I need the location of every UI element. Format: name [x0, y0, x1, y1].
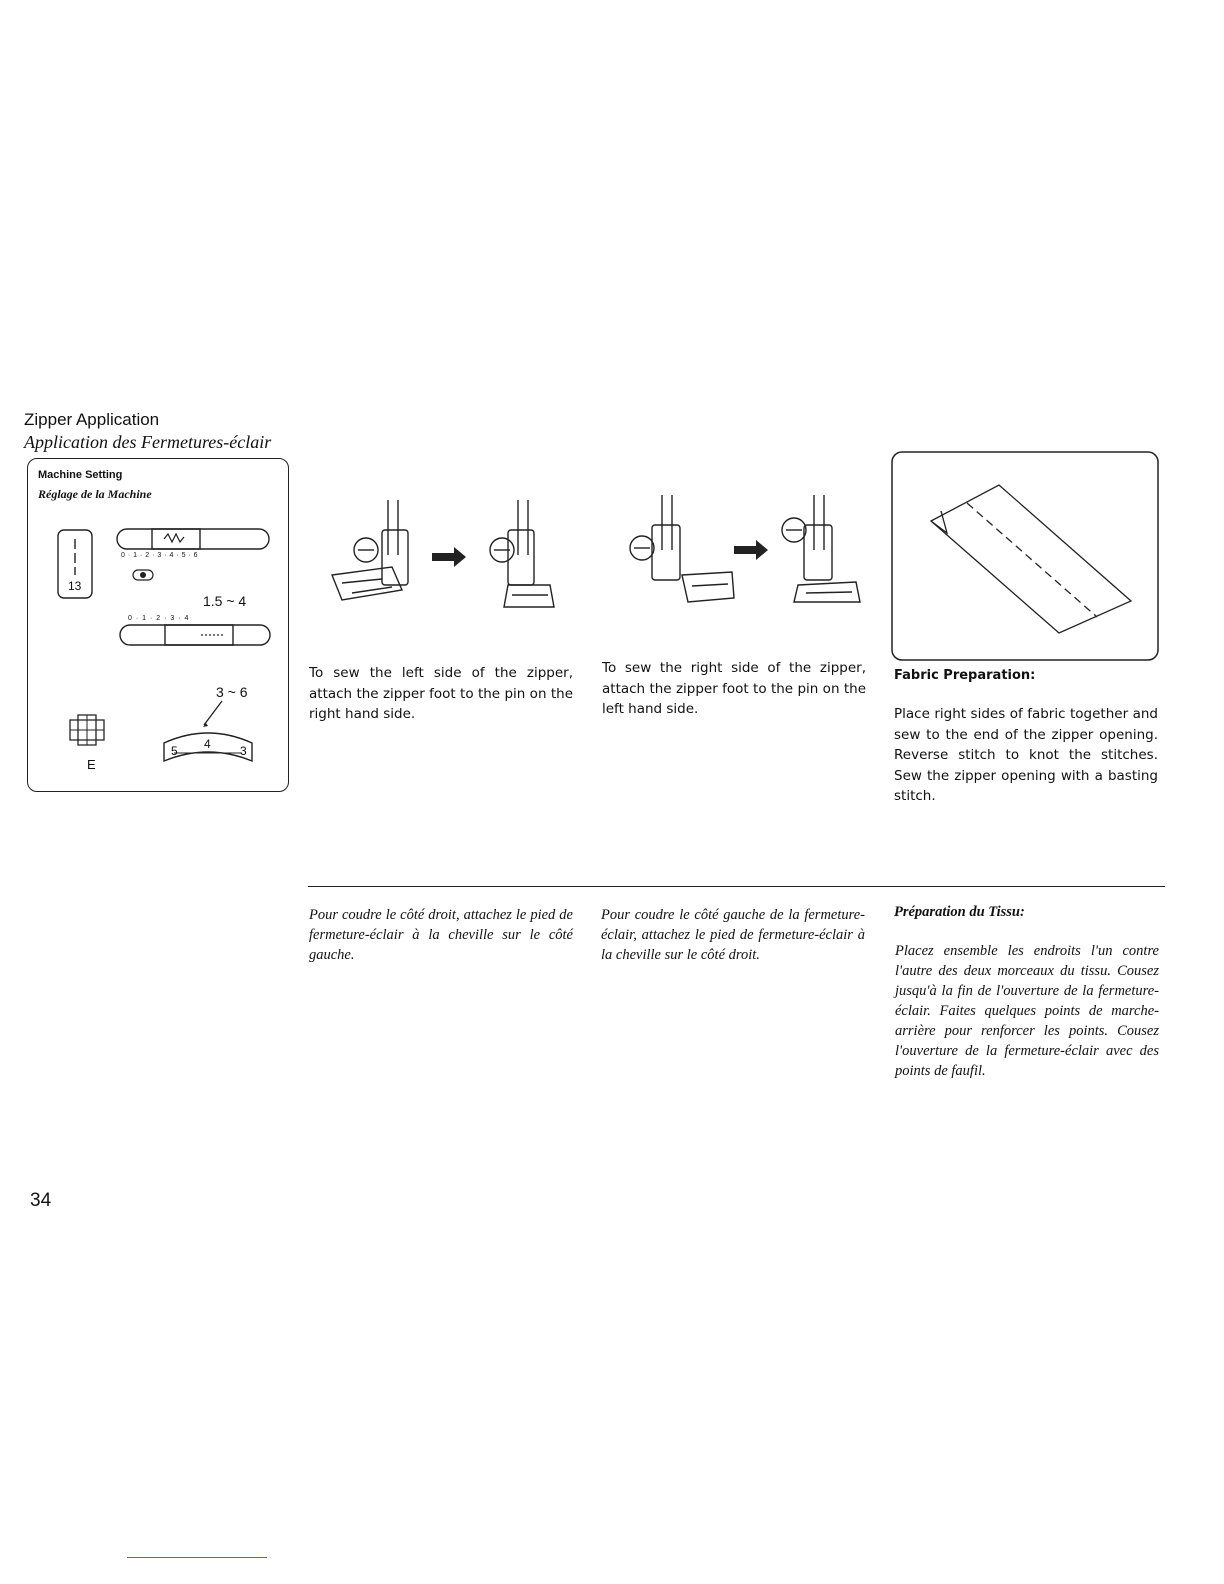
length-scale: 0 · 1 · 2 · 3 · 4: [128, 615, 190, 622]
fabric-preparation-heading: Fabric Preparation:: [894, 668, 1036, 683]
section-divider: [308, 886, 1165, 887]
section-title: Zipper Application: [24, 410, 160, 429]
bottom-rule: [127, 1557, 267, 1558]
machine-setting-label-french: Réglage de la Machine: [38, 487, 152, 501]
fabric-preparation-heading-french: Préparation du Tissu:: [894, 904, 1025, 920]
stitch-length-value: 1.5 ~ 4: [203, 593, 247, 609]
stitch-width-slider-icon: [116, 527, 270, 551]
machine-setting-panel: [27, 458, 289, 792]
zipper-foot-icon: [66, 714, 108, 746]
dial-number-4: 4: [204, 737, 211, 751]
dial-number-5: 5: [171, 744, 178, 758]
machine-setting-label: Machine Setting: [38, 469, 123, 481]
width-scale: 0 · 1 · 2 · 3 · 4 · 5 · 6: [121, 552, 199, 559]
page-number: 34: [30, 1190, 52, 1211]
column-2-text-fr: Pour coudre le côté gauche de la fermeture-éclair, attachez le pied de fermeture-éclair à la cheville sur le côté droit.: [601, 907, 865, 963]
column-2-text-en: To sew the right side of the zipper, attach the zipper foot to the pin on the left hand side.: [602, 660, 866, 717]
section-title-french: Application des Fermetures-éclair: [24, 432, 272, 452]
zipper-foot-right-illustration: [622, 490, 870, 620]
column-1-text-fr: Pour coudre le côté droit, attachez le pied de fermeture-éclair à la cheville sur le côté gauche.: [309, 907, 573, 963]
fabric-preparation-illustration: [891, 451, 1159, 661]
column-3-text-fr: Placez ensemble les endroits l'un contre l'autre des deux morceaux du tissu. Cousez jusqu'à la fin de l'ouverture de la fermeture-éclair. Faites quelques points de marche-arrière pour renforcer les points. Cousez l'ouverture de la fermeture-éclair avec des points de faufil.: [895, 943, 1159, 1079]
dial-number-3: 3: [240, 744, 247, 758]
foot-letter: E: [87, 757, 96, 772]
pattern-number: 13: [68, 579, 82, 593]
tension-value: 3 ~ 6: [216, 684, 248, 700]
width-indicator-icon: [132, 569, 154, 581]
column-3-text-en: Place right sides of fabric together and sew to the end of the zipper opening. Reverse stitch to knot the stitches. Sew the zipper opening with a basting stitch.: [894, 706, 1158, 804]
stitch-length-slider-icon: [119, 624, 271, 646]
column-1-text-en: To sew the left side of the zipper, attach the zipper foot to the pin on the right hand side.: [309, 665, 573, 722]
zipper-foot-left-illustration: [322, 495, 562, 620]
